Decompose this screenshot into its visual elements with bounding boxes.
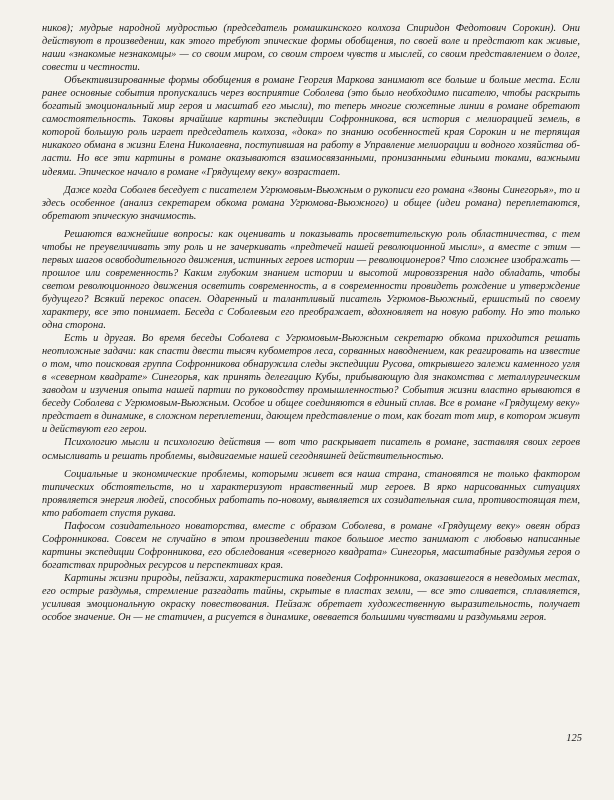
paragraph-8: Пафосом созидательного новаторства, вместе с образом Соболева, в романе «Грядущему веку» овеян образ Софронникова. Совсем не случайно в этом произведении такое большое место занимают с любовью написанные картины экспедиции Софронникова, его обследования «северного квадрата» Синегорья, масштабные раздумья героя о богатствах природных ресурсов и перспективах края. bbox=[42, 520, 580, 571]
page-number: 125 bbox=[566, 733, 582, 744]
paragraph-4: Решаются важнейшие вопросы: как оценивать и показывать просветительскую роль областничества, с тем чтобы не преувеличивать эту роль и не зачеркивать «предтечей нашей революционной мысли», а вместе с этим — первых шагов освободительного движения, истинных героев истории — революционеров? Что сложнее изображать — прошлое или современность? Каким глубоким знанием истории и высотой мировоззрения надо обладать, чтобы светом революционного движения осветить современность, а в современности провидеть рождение и утверждение будущего? Всякий перекос опасен. Одаренный и талантливый писатель Угрюмов-Вьюжный, ершистый по своему характеру, все это понимает. Беседа с Соболевым его преображает, вдохновляет на новую работу. Но это только одна сторона. bbox=[42, 228, 580, 332]
paragraph-6: Психологию мысли и психологию действия — вот что раскрывает писатель в романе, заставляя своих героев осмысливать и решать проблемы, выдвигаемые нашей сегодняшней действительностью. bbox=[42, 437, 580, 462]
paragraph-2: Объективизированные формы обобщения в романе Георгия Маркова занимают все больше и больше места. Если ранее основные события пропускались через восприятие Соболева (это было необходимо писателю, чтобы раскрыть богатый эмоциональный мир героя и масштаб его мысли), то теперь многие сюжетные линии в романе обретают самостоятельность. Таковы ярчайшие картины экспедиции Софронникова, вся история с мелиорацией земель, в которой большую роль играет председатель колхоза, «дока» по знанию особенностей края Сорокин и не терпящая никакого обмана в жизни Елена Николаевна, поступившая на работу в Управление мелиорации и водного хозяйства области. Но все эти картины в романе оказываются взаимосвязанными, пронизанными едиными токами, важными идеями. Эпическое начало в романе «Грядущему веку» возрастает. bbox=[42, 75, 580, 178]
page-body bbox=[42, 22, 580, 624]
paragraph-3: Даже когда Соболев беседует с писателем Угрюмовым-Вьюжным о рукописи его романа «Звоны Синегорья», то и здесь особенное (анализ секретарем обкома романа Угрюмова-Вьюжного) и общее (идеи романа) переплетаются, обретают эпическую значимость. bbox=[42, 184, 580, 222]
paragraph-1: ников); мудрые народной мудростью (председатель ромашкинского колхоза Спиридон Федотович Сорокин). Они действуют в произведении, как этого требуют эпические формы обобщения, по своей воле и предстают как живые, наши «знакомые незнакомцы» — со своим миром, со своим строем чувств и мыслей, со своим представлением о долге, совести и честности. bbox=[42, 23, 580, 74]
paragraph-7: Социальные и экономические проблемы, которыми живет вся наша страна, становятся не только фактором типических обстоятельств, но и характеризуют нравственный мир героев. В ярко нарисованных ситуациях проявляется энергия людей, способных работать по-новому, выявляется их созидательная сила, противостоящая тем, кто работает спустя рукава. bbox=[42, 468, 580, 519]
paragraph-5: Есть и другая. Во время беседы Соболева с Угрюмовым-Вьюжным секретарю обкома приходится решать неотложные задачи: как спасти двести тысяч кубометров леса, сорванных наводнением, как реагировать на известие о том, что поисковая группа Софронникова обнаружила следы экспедиции Русова, открывшего залежи каменного угля в «северном квадрате» Синегорья, как принять делегацию Кубы, прибывающую для знакомства с металлургическим заводом и изучения опыта нашей партии по руководству промышленностью? События жизни властно врываются в беседу Соболева с Угрюмовым-Вьюжным. Особое и общее соединяются в единый сплав. Все в романе «Грядущему веку» предстает в динамике, в сложном переплетении, дающем представление о том, как богат тот мир, в котором живут и действуют его герои. bbox=[42, 333, 580, 436]
paragraph-9: Картины жизни природы, пейзажи, характеристика поведения Софронникова, оказавшегося в неведомых местах, его острые раздумья, стремление разгадать тайны, скрытые в пластах земли, — все это сливается, сплавляется, усиливая эмоциональную окраску повествования. Пейзаж обретает художественную выразительность, получает особое значение. Он — не статичен, а рисуется в динамике, овевается большими чувствами и раздумьями героя. bbox=[42, 572, 580, 624]
